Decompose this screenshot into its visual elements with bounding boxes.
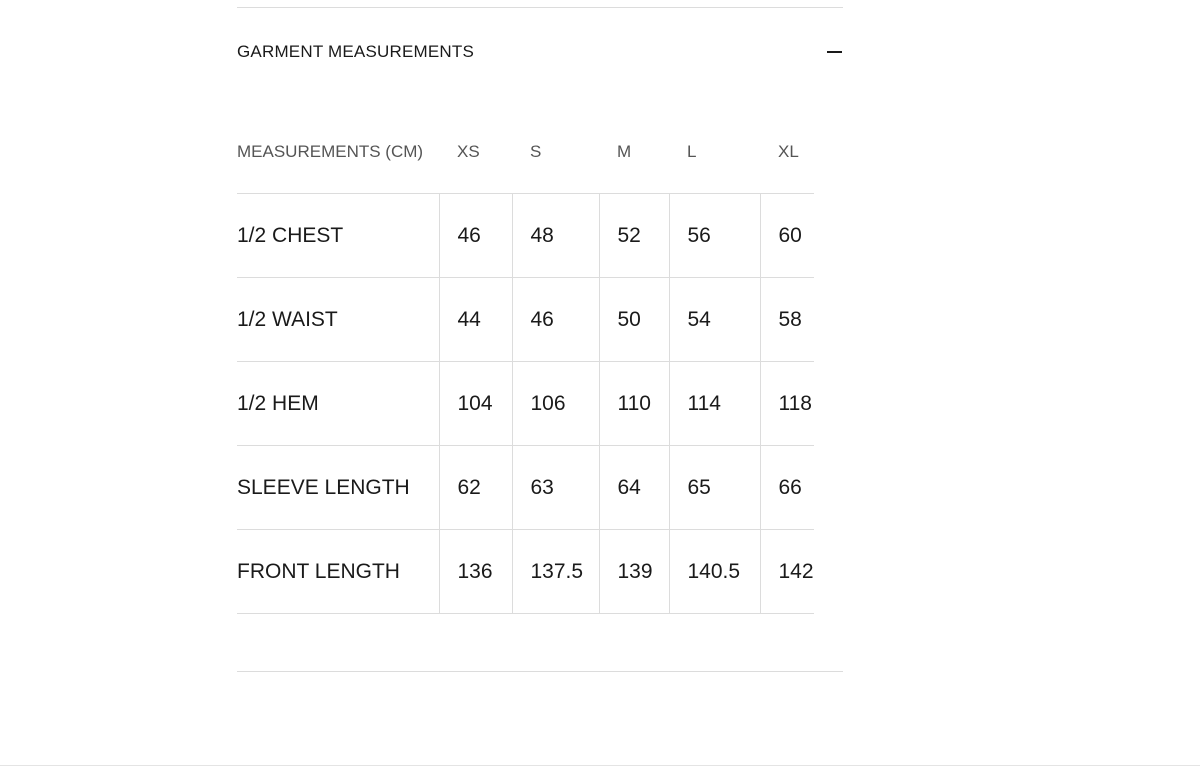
row-label: 1/2 CHEST <box>237 194 439 278</box>
row-label: 1/2 WAIST <box>237 278 439 362</box>
table-cell: 65 <box>669 446 760 530</box>
size-header-s: S <box>512 110 599 194</box>
size-header-xl: XL <box>760 110 814 194</box>
table-cell: 142 <box>760 530 814 614</box>
table-cell: 58 <box>760 278 814 362</box>
table-cell: 106 <box>512 362 599 446</box>
table-cell: 52 <box>599 194 669 278</box>
garment-measurements-accordion-header[interactable] <box>237 38 843 66</box>
measurements-header-label: MEASUREMENTS (CM) <box>237 110 439 194</box>
table-row <box>237 530 814 614</box>
row-label: FRONT LENGTH <box>237 530 439 614</box>
table-cell: 63 <box>512 446 599 530</box>
table-cell: 110 <box>599 362 669 446</box>
table-cell: 136 <box>439 530 512 614</box>
bottom-divider <box>237 671 843 672</box>
table-cell: 64 <box>599 446 669 530</box>
size-header-xs: XS <box>439 110 512 194</box>
size-header-m: M <box>599 110 669 194</box>
table-row <box>237 278 814 362</box>
row-label: SLEEVE LENGTH <box>237 446 439 530</box>
section-title: GARMENT MEASUREMENTS <box>237 42 474 61</box>
table-cell: 56 <box>669 194 760 278</box>
table-cell: 44 <box>439 278 512 362</box>
table-header-row <box>237 110 814 194</box>
table-cell: 46 <box>512 278 599 362</box>
table-cell: 46 <box>439 194 512 278</box>
table-cell: 118 <box>760 362 814 446</box>
page-bottom-border <box>0 765 1200 766</box>
table-cell: 50 <box>599 278 669 362</box>
table-cell: 137.5 <box>512 530 599 614</box>
table-cell: 104 <box>439 362 512 446</box>
table-row <box>237 362 814 446</box>
table-row <box>237 446 814 530</box>
measurements-table <box>237 110 814 614</box>
table-cell: 66 <box>760 446 814 530</box>
row-label: 1/2 HEM <box>237 362 439 446</box>
table-cell: 114 <box>669 362 760 446</box>
table-cell: 139 <box>599 530 669 614</box>
table-row <box>237 194 814 278</box>
size-header-l: L <box>669 110 760 194</box>
table-cell: 62 <box>439 446 512 530</box>
top-divider <box>237 7 843 8</box>
minus-icon[interactable] <box>823 41 845 63</box>
table-cell: 54 <box>669 278 760 362</box>
table-cell: 140.5 <box>669 530 760 614</box>
table-cell: 48 <box>512 194 599 278</box>
table-cell: 60 <box>760 194 814 278</box>
